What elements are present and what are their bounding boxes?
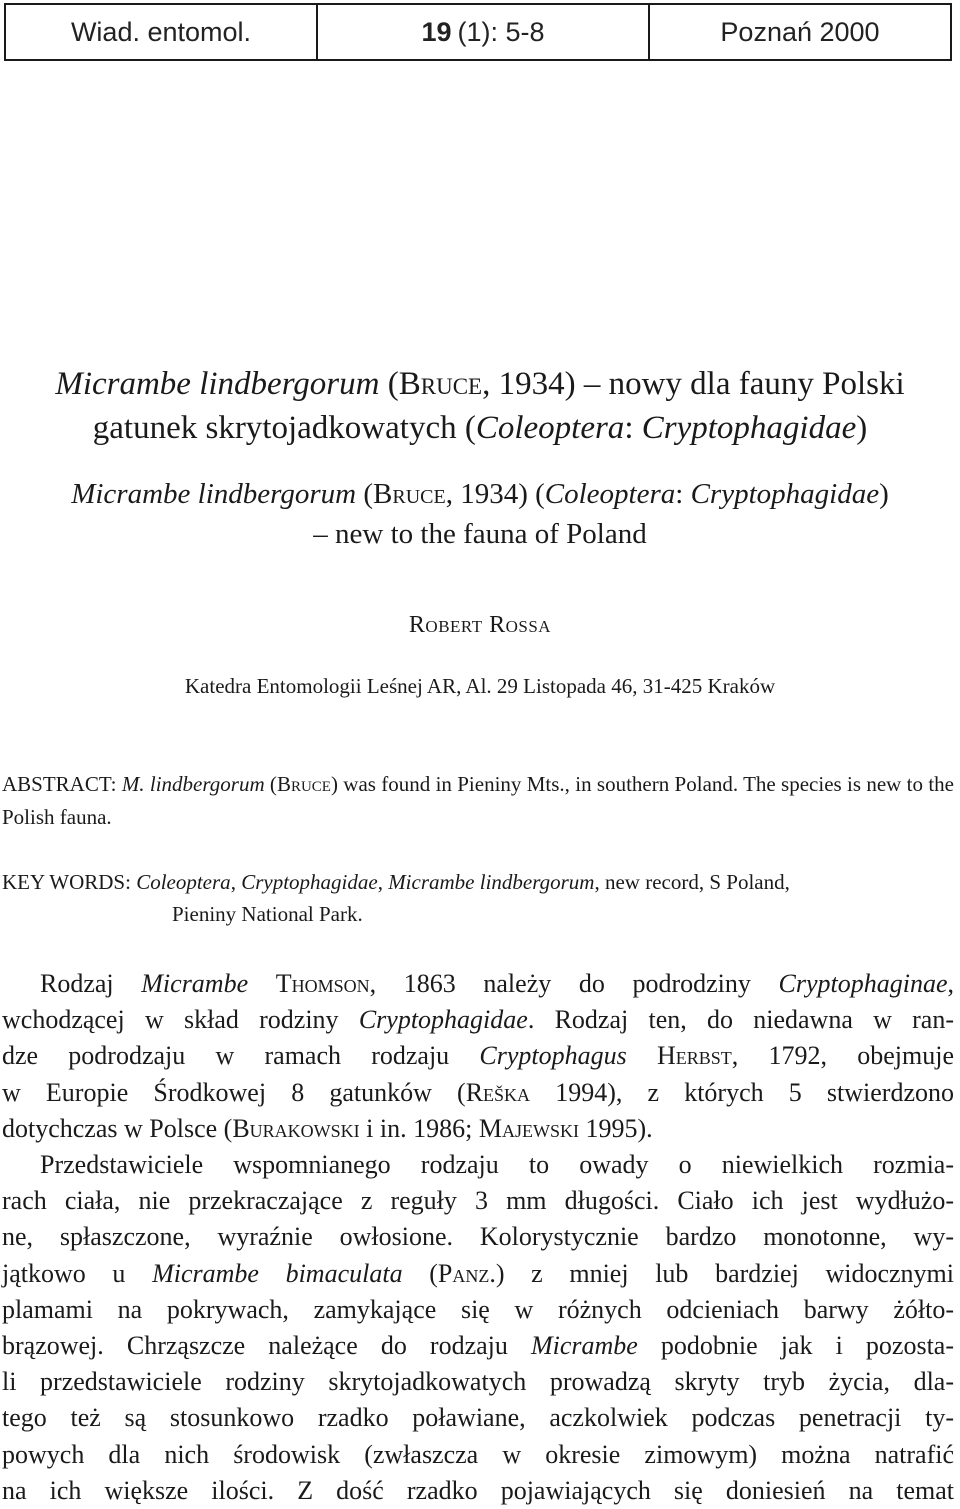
text-line: Przedstawiciele wspomnianego rodzaju to owady o niewielkich rozmia-: [40, 1150, 954, 1180]
text-line: [2, 1328, 954, 1364]
paragraph-1: [2, 966, 954, 1147]
t: podobnie jak i pozosta-: [637, 1331, 955, 1361]
title-english: [0, 474, 960, 554]
text-line: li przedstawiciele rodziny skrytojadkowatych prowadzą skryty tryb życia, dla-: [2, 1367, 954, 1397]
abstract: [2, 768, 954, 834]
abstract-label: ABSTRACT:: [2, 772, 122, 796]
issue-pages: (1): 5-8: [457, 16, 545, 47]
text-line: [2, 1111, 954, 1147]
colon: :: [675, 478, 691, 510]
title-english-line1: [0, 474, 960, 514]
sep: ,: [230, 870, 242, 894]
t: Rodzaj: [40, 969, 142, 998]
t: Herbst: [656, 1041, 732, 1071]
title-species: Micrambe lindbergorum: [55, 366, 380, 402]
paragraph-2: [2, 1147, 954, 1509]
t: Micrambe bimaculata: [152, 1258, 403, 1288]
t: Cryptophagus: [479, 1041, 627, 1071]
sep: ,: [377, 870, 389, 894]
paren: (: [356, 478, 374, 510]
title-polish-line1: [0, 362, 960, 406]
t: Panz.: [437, 1258, 496, 1288]
keywords: [2, 866, 954, 930]
t: [248, 969, 276, 998]
t: ) z mniej lub bardziej widocznymi: [495, 1258, 954, 1288]
volume-issue: [318, 5, 650, 59]
t: dotychczas w Polsce (: [2, 1113, 233, 1143]
keywords-label: KEY WORDS:: [2, 870, 137, 894]
text-line: [2, 1002, 954, 1038]
title-order: Coleoptera: [544, 478, 676, 510]
title-text: gatunek skrytojadkowatych (: [92, 410, 476, 446]
t: Reška: [465, 1077, 531, 1107]
title-species: Micrambe lindbergorum: [71, 478, 357, 510]
abstract-author: Bruce: [276, 772, 331, 796]
place-year-text: Poznań 2000: [720, 16, 880, 47]
text-line: [2, 1038, 954, 1074]
text-line: rach ciała, nie przekraczające z reguły 3 mm długości. Ciało ich jest wydłużo-: [2, 1186, 954, 1216]
t: brązowej. Chrząszcze należące do rodzaju: [2, 1331, 531, 1361]
colon: :: [624, 410, 642, 446]
t: i in. 1986;: [359, 1113, 479, 1143]
paren: ): [856, 410, 868, 446]
text-line: na ich większe ilości. Z dość rzadko pojawiających się doniesień na temat: [2, 1475, 954, 1505]
keyword: Coleoptera: [136, 870, 231, 894]
paren: (: [264, 772, 277, 796]
t: , 1792, obejmuje: [731, 1041, 954, 1071]
paren: (: [387, 366, 399, 402]
t: jątkowo u: [2, 1258, 153, 1288]
text-line: [2, 1256, 954, 1292]
t: (: [402, 1258, 438, 1288]
journal-name-text: Wiad. entomol.: [70, 16, 252, 47]
t: Micrambe: [141, 969, 249, 998]
volume-number: 19: [421, 16, 452, 47]
t: , 1863 należy do podrodziny: [369, 969, 779, 998]
t: Thomson: [275, 969, 370, 998]
t: dze podrodzaju w ramach rodzaju: [2, 1041, 480, 1071]
place-year: [650, 5, 950, 59]
journal-header: [4, 3, 952, 61]
title-order: Coleoptera: [475, 410, 625, 446]
title-year: , 1934) – nowy dla fauny Polski: [482, 366, 905, 402]
title-family: Cryptophagidae: [690, 478, 880, 510]
t: Majewski: [478, 1113, 579, 1143]
text-line: powych dla nich środowisk (zwłaszcza w okresie zimowym) można natrafić: [2, 1439, 954, 1469]
t: Burakowski: [232, 1113, 360, 1143]
keyword: Cryptophagidae: [241, 870, 378, 894]
t: 1995).: [578, 1113, 653, 1143]
abstract-species: M. lindbergorum: [121, 772, 265, 796]
t: w Europie Środkowej 8 gatunków (: [2, 1077, 466, 1107]
title-polish-line2: [0, 406, 960, 450]
text-line: [2, 966, 954, 1002]
abstract-text: ) was found in Pieniny Mts., in southern Poland. The species is new to the Polish fauna.: [2, 772, 954, 829]
author-name: Robert Rossa: [408, 612, 552, 638]
keywords-line1: [2, 866, 954, 898]
t: [627, 1041, 657, 1070]
body-text: [2, 966, 954, 1509]
t: Cryptophaginae: [778, 969, 948, 998]
t: Micrambe: [530, 1331, 638, 1361]
title-author-sc: Bruce: [398, 366, 483, 402]
title-family: Cryptophagidae: [641, 410, 857, 446]
keyword-rest: , new record, S Poland,: [594, 870, 790, 894]
keywords-line2: Pieniny National Park.: [172, 902, 363, 926]
title-english-line2: – new to the fauna of Poland: [313, 518, 647, 550]
keyword: Micrambe lindbergorum: [388, 870, 595, 894]
t: 1994), z których 5 stwierdzono: [530, 1077, 954, 1107]
paren: ): [879, 478, 889, 510]
text-line: tego też są stosunkowo rzadko poławiane, aczkolwiek podczas penetracji ty-: [2, 1403, 954, 1433]
title-year: , 1934) (: [445, 478, 545, 510]
t: . Rodzaj ten, do niedawna w ran-: [527, 1005, 955, 1035]
t: ,: [947, 969, 955, 998]
journal-name: [6, 5, 318, 59]
t: Cryptophagidae: [358, 1005, 528, 1035]
text-line: [2, 1075, 954, 1111]
text-line: plamami na pokrywach, zamykające się w różnych odcieniach barwy żółto-: [2, 1294, 954, 1324]
text-line: ne, spłaszczone, wyraźnie owłosione. Kolorystycznie bardzo monotonne, wy-: [2, 1222, 954, 1252]
author-address: Katedra Entomologii Leśnej AR, Al. 29 Listopada 46, 31-425 Kraków: [184, 674, 776, 698]
title-author-sc: Bruce: [373, 478, 446, 510]
title-polish: [0, 362, 960, 450]
t: wchodzącej w skład rodziny: [2, 1005, 359, 1035]
